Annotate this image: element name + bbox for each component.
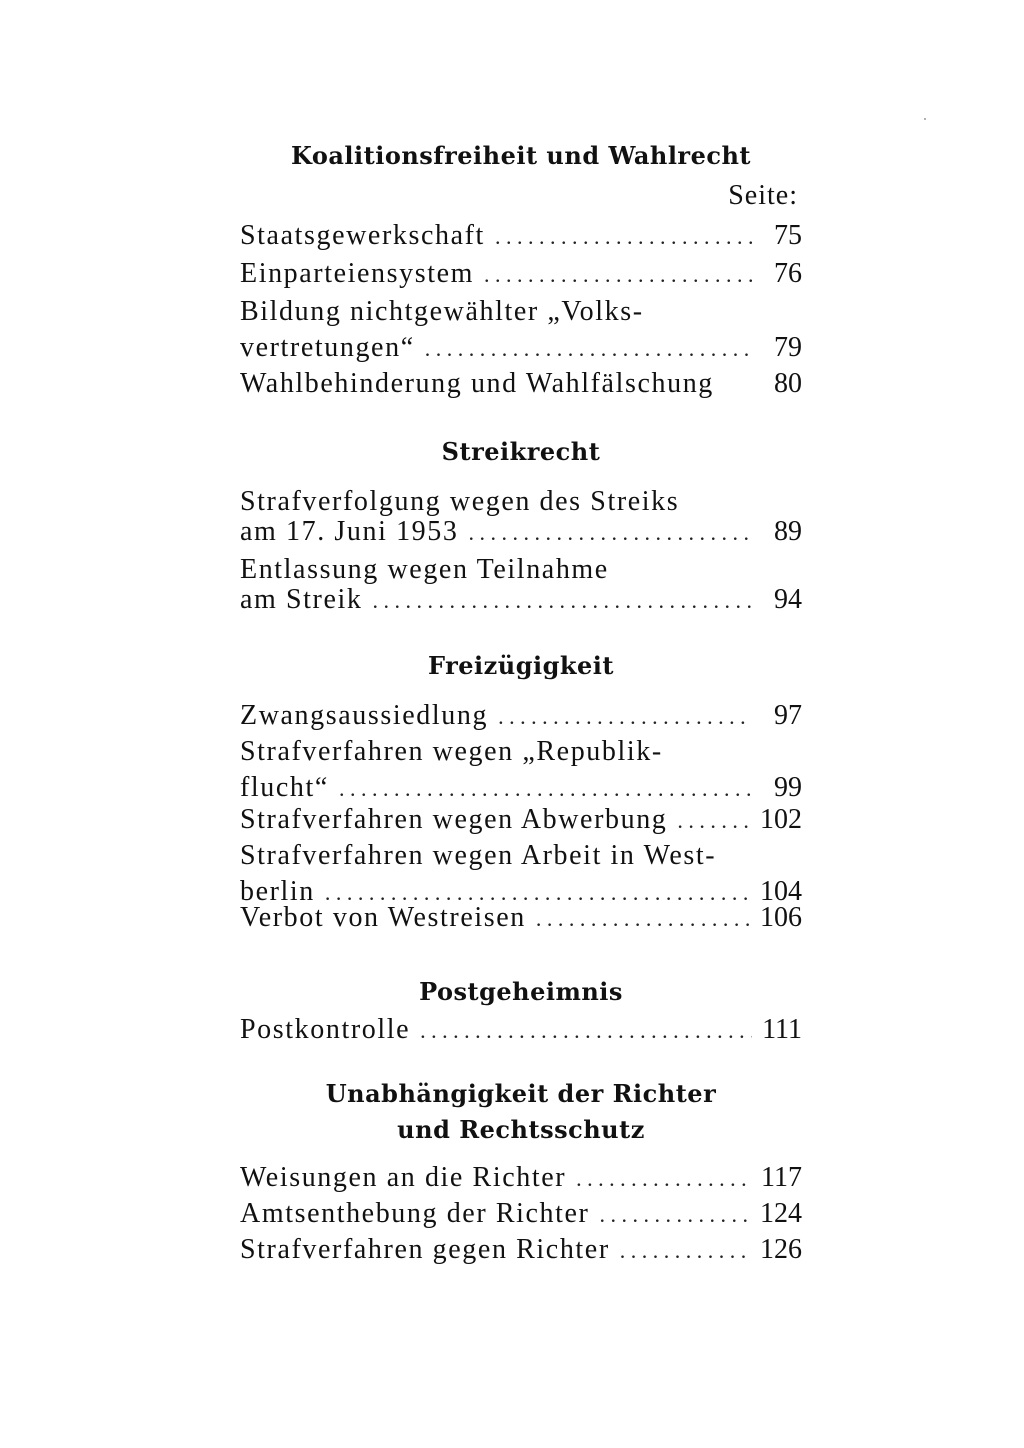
entry-page-number: 99 bbox=[774, 772, 802, 803]
toc-entry bbox=[240, 256, 802, 293]
entry-page-number: 97 bbox=[774, 700, 802, 731]
paper-speck bbox=[924, 118, 926, 120]
entry-title: Einparteiensystem bbox=[240, 258, 475, 289]
toc-entry bbox=[240, 802, 802, 839]
leader-dots bbox=[536, 901, 750, 937]
toc-entry bbox=[240, 900, 802, 937]
leader-dots bbox=[576, 1161, 751, 1197]
entry-page-number: 89 bbox=[774, 516, 802, 547]
section-heading-rechtsschutz: und Rechtsschutz bbox=[397, 1115, 645, 1144]
toc-entry bbox=[240, 294, 802, 367]
toc-entry bbox=[240, 366, 802, 403]
entry-title: Staatsgewerkschaft bbox=[240, 220, 485, 251]
entry-title: Strafverfolgung wegen des Streiks bbox=[240, 486, 680, 517]
section-heading-streikrecht: Streikrecht bbox=[441, 437, 601, 466]
entry-title-continuation: am 17. Juni 1953 bbox=[240, 516, 459, 547]
entry-title: Bildung nichtgewählter „Volks- bbox=[240, 296, 644, 327]
entry-page-number: 104 bbox=[760, 876, 802, 907]
leader-dots bbox=[620, 1233, 750, 1269]
entry-title-continuation: am Streik bbox=[240, 584, 363, 615]
entry-title: Strafverfahren wegen Abwerbung bbox=[240, 804, 668, 835]
entry-title-continuation: berlin bbox=[240, 876, 315, 907]
leader-dots bbox=[484, 257, 752, 293]
leader-dots bbox=[420, 1013, 752, 1049]
page-column-label: Seite: bbox=[728, 180, 798, 211]
leader-dots bbox=[468, 515, 752, 551]
entry-page-number: 79 bbox=[774, 332, 802, 363]
section-heading-freizuegigkeit: Freizügigkeit bbox=[427, 651, 614, 680]
entry-title: Strafverfahren wegen Arbeit in West- bbox=[240, 840, 717, 871]
entry-page-number: 102 bbox=[760, 804, 802, 835]
entry-page-number: 111 bbox=[762, 1014, 802, 1045]
entry-page-number: 75 bbox=[774, 220, 802, 251]
toc-entry bbox=[240, 1196, 802, 1233]
entry-title-continuation: flucht“ bbox=[240, 772, 329, 803]
toc-entry bbox=[240, 218, 802, 255]
section-heading-unabhaengigkeit: Unabhängigkeit der Richter bbox=[325, 1079, 717, 1108]
leader-dots bbox=[599, 1197, 750, 1233]
toc-entry bbox=[240, 698, 802, 735]
toc-entry bbox=[240, 1160, 802, 1197]
entry-title: Verbot von Westreisen bbox=[240, 902, 526, 933]
leader-dots bbox=[677, 803, 750, 839]
toc-entry bbox=[240, 1012, 802, 1049]
entry-page-number: 94 bbox=[774, 584, 802, 615]
leader-dots bbox=[373, 583, 753, 619]
entry-page-number: 106 bbox=[760, 902, 802, 933]
entry-page-number: 117 bbox=[761, 1162, 802, 1193]
entry-page-number: 80 bbox=[774, 368, 802, 399]
leader-dots bbox=[425, 331, 752, 367]
entry-page-number: 76 bbox=[774, 258, 802, 289]
entry-title: Weisungen an die Richter bbox=[240, 1162, 567, 1193]
entry-title: Postkontrolle bbox=[240, 1014, 411, 1045]
leader-dots bbox=[495, 219, 752, 255]
entry-title: Entlassung wegen Teilnahme bbox=[240, 554, 609, 585]
section-heading-postgeheimnis: Postgeheimnis bbox=[419, 977, 623, 1006]
section-heading-koalitionsfreiheit: Koalitionsfreiheit und Wahlrecht bbox=[290, 141, 751, 170]
entry-title: Strafverfahren wegen „Republik- bbox=[240, 736, 663, 767]
entry-title: Wahlbehinderung und Wahlfälschung bbox=[240, 368, 714, 399]
entry-page-number: 126 bbox=[760, 1234, 802, 1265]
entry-title: Strafverfahren gegen Richter bbox=[240, 1234, 610, 1265]
leader-dots bbox=[498, 699, 752, 735]
entry-title: Zwangsaussiedlung bbox=[240, 700, 489, 731]
toc-entry bbox=[240, 734, 802, 807]
toc-entry bbox=[240, 1232, 802, 1269]
toc-entry bbox=[240, 552, 802, 619]
toc-entry bbox=[240, 484, 802, 551]
entry-title-continuation: vertretungen“ bbox=[240, 332, 415, 363]
entry-title: Amtsenthebung der Richter bbox=[240, 1198, 590, 1229]
entry-page-number: 124 bbox=[760, 1198, 802, 1229]
